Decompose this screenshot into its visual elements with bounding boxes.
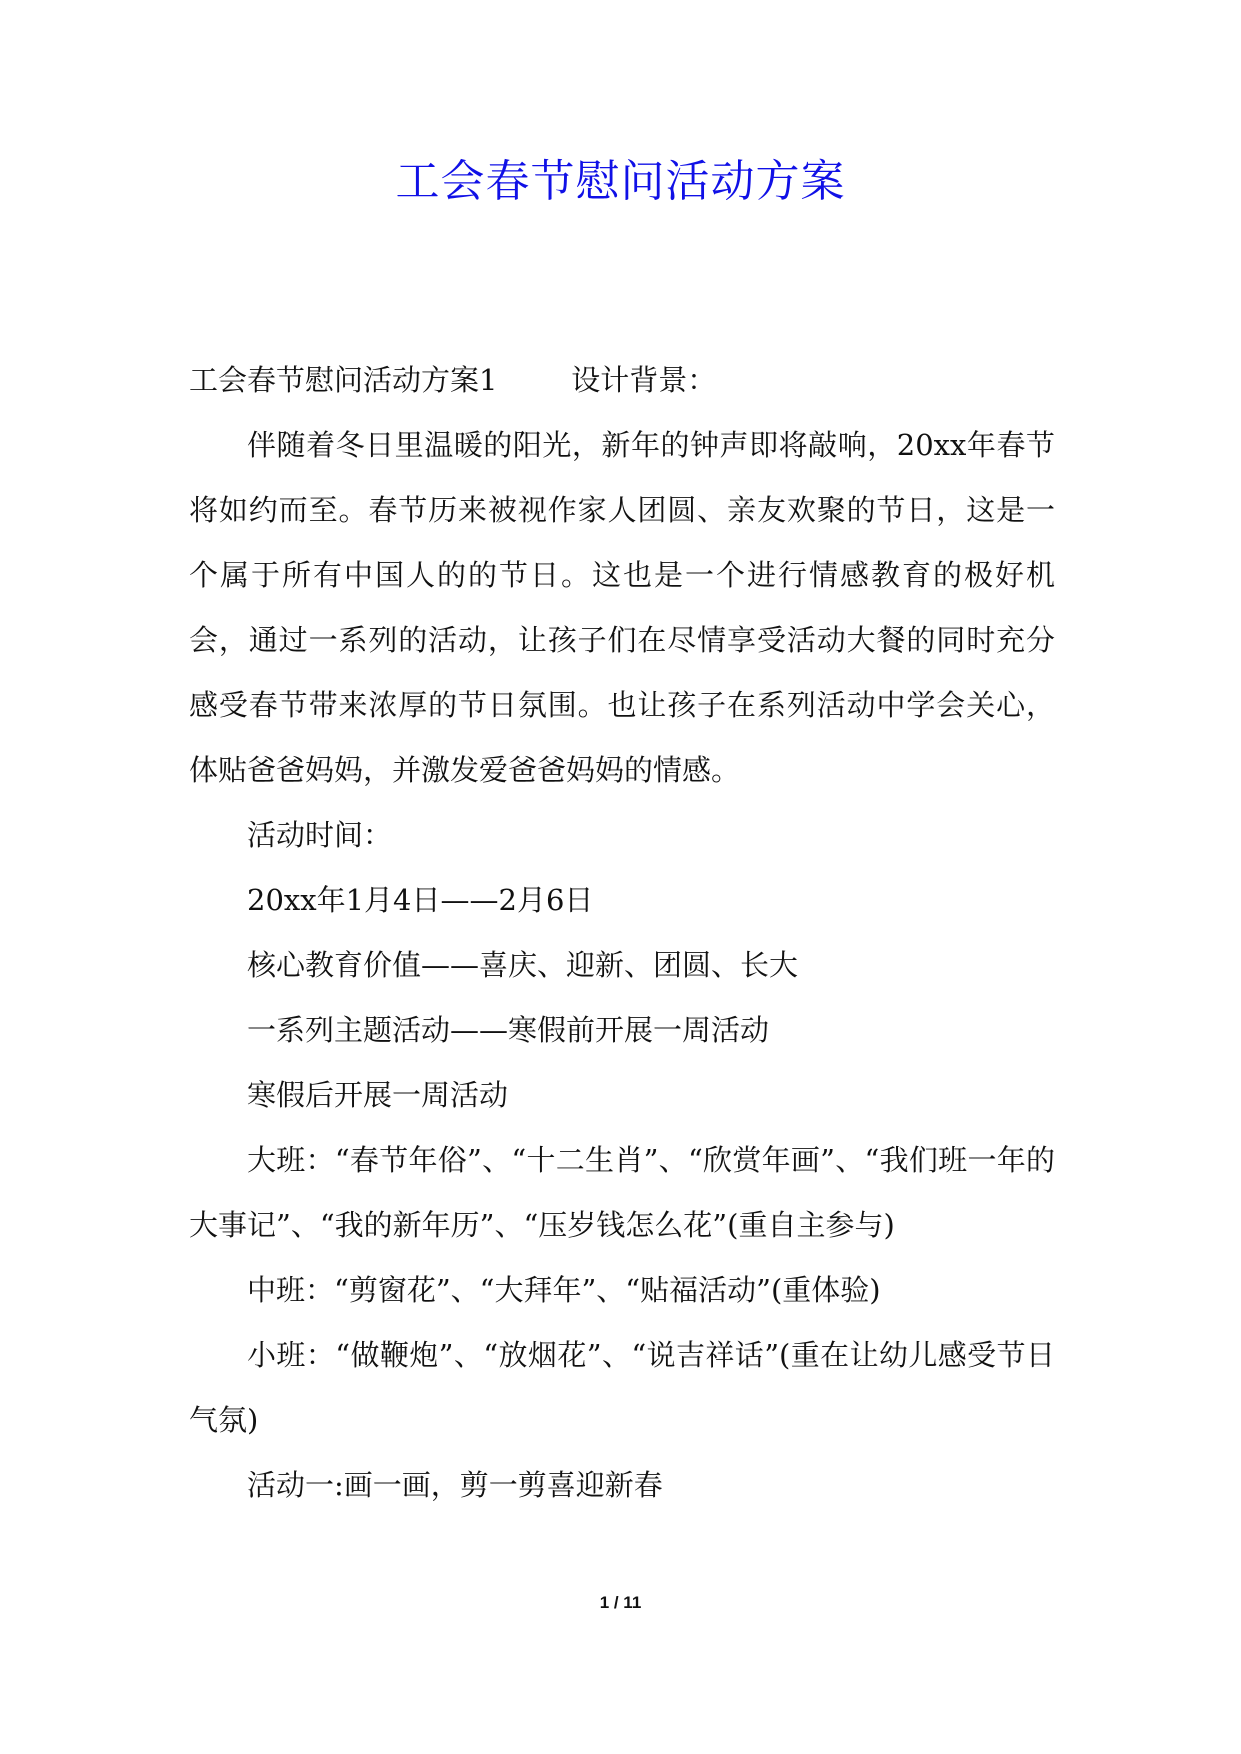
paragraph-activity-time-label: 活动时间： [247, 818, 393, 852]
paragraph-activity-one: 活动一:画一画，剪一剪喜迎新春 [247, 1468, 663, 1502]
page-title: 工会春节慰问活动方案 [395, 156, 846, 207]
paragraph-theme-activities: 一系列主题活动——寒假前开展一周活动 [247, 1013, 770, 1047]
paragraph-activity-dates: 20xx年1月4日——2月6日 [247, 883, 594, 917]
document-body [189, 348, 1055, 1518]
section-heading: 工会春节慰问活动方案1 设计背景： [189, 363, 717, 397]
paragraph-senior-class: 大班：“春节年俗”、“十二生肖”、“欣赏年画”、“我们班一年的大事记”、“我的新年历”、“压岁钱怎么花”(重自主参与) [189, 1143, 1055, 1242]
paragraph-middle-class: 中班：“剪窗花”、“大拜年”、“贴福活动”(重体验) [247, 1273, 881, 1307]
paragraph-core-values: 核心教育价值——喜庆、迎新、团圆、长大 [247, 948, 799, 982]
paragraph-background: 伴随着冬日里温暖的阳光，新年的钟声即将敲响，20xx年春节将如约而至。春节历来被视作家人团圆、亲友欢聚的节日，这是一个属于所有中国人的的节日。这也是一个进行情感教育的极好机会，通过一系列的活动，让孩子们在尽情享受活动大餐的同时充分感受春节带来浓厚的节日氛围。也让孩子在系列活动中学会关心，体贴爸爸妈妈，并激发爱爸爸妈妈的情感。 [189, 428, 1055, 787]
page-number: 1 / 11 [599, 1593, 642, 1612]
paragraph-after-holiday: 寒假后开展一周活动 [247, 1078, 509, 1112]
paragraph-junior-class: 小班：“做鞭炮”、“放烟花”、“说吉祥话”(重在让幼儿感受节日气氛) [189, 1338, 1055, 1437]
